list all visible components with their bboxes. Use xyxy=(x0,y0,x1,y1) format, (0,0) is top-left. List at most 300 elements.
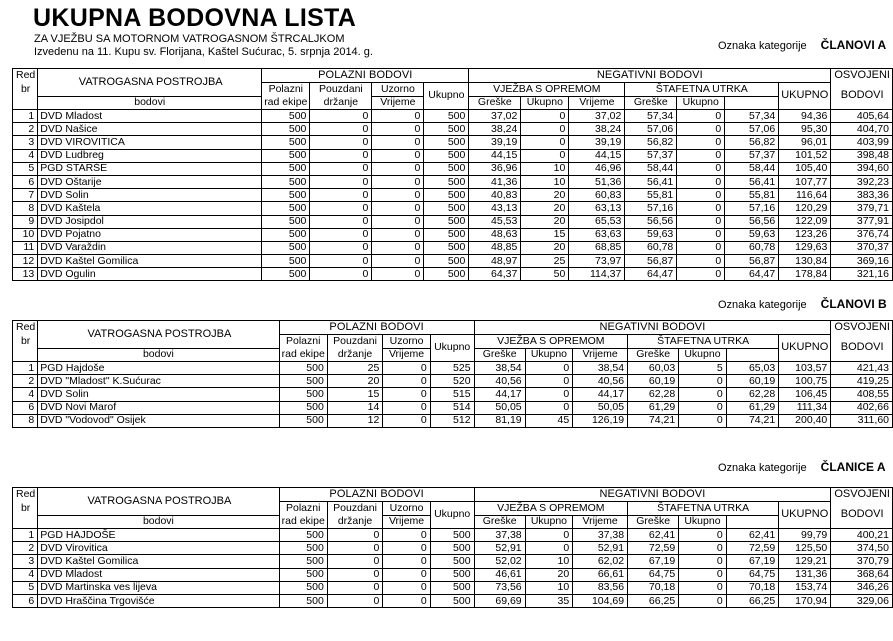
cell-pouzdani-rad: 0 xyxy=(327,594,383,607)
cell-vjezba-vrijeme: 41,36 xyxy=(469,175,521,188)
cell-vjezba-greske: 10 xyxy=(521,175,569,188)
header-polazni-ukupno: Ukupno xyxy=(424,83,469,110)
header-stafeta-greske: Greške xyxy=(628,349,679,362)
header-bodovi: BODOVI xyxy=(831,83,893,110)
cell-row-number: 5 xyxy=(13,162,38,175)
table-row xyxy=(13,388,893,401)
cell-row-number: 13 xyxy=(13,268,38,281)
cell-polazni-ukupno: 500 xyxy=(424,268,469,281)
cell-vjezba-ukupno: 60,83 xyxy=(569,189,625,202)
cell-stafeta-ukupno: 67,19 xyxy=(726,555,779,568)
cell-row-number: 3 xyxy=(13,136,38,149)
cell-polazni-bodovi: 500 xyxy=(262,255,310,268)
category-value: ČLANOVI A xyxy=(820,38,887,52)
cell-polazni-ukupno: 500 xyxy=(424,228,469,241)
cell-uzorno-drzanje: 0 xyxy=(372,255,424,268)
cell-vjezba-vrijeme: 36,96 xyxy=(469,162,521,175)
cell-polazni-bodovi: 500 xyxy=(262,189,310,202)
results-table-3 xyxy=(12,487,893,608)
results-table-1 xyxy=(12,68,893,281)
cell-row-number: 4 xyxy=(13,149,38,162)
cell-osvojeni-bodovi: 321,16 xyxy=(831,268,893,281)
header-vjezba-vrijeme: Vrijeme xyxy=(372,97,424,110)
cell-row-number: 1 xyxy=(13,362,38,375)
cell-negativni-ukupno: 103,57 xyxy=(779,362,831,375)
page-title: UKUPNA BODOVNA LISTA xyxy=(33,4,357,32)
cell-stafeta-vrijeme: 57,06 xyxy=(625,123,677,136)
cell-vjezba-greske: 0 xyxy=(521,123,569,136)
cell-negativni-ukupno: 96,01 xyxy=(779,136,831,149)
header-polazni-bodovi-2: bodovi xyxy=(38,349,279,362)
cell-stafeta-vrijeme: 59,63 xyxy=(625,228,677,241)
cell-uzorno-drzanje: 0 xyxy=(383,414,430,427)
cell-stafeta-greske: 0 xyxy=(677,149,725,162)
cell-uzorno-drzanje: 0 xyxy=(372,136,424,149)
cell-row-number: 12 xyxy=(13,255,38,268)
cell-polazni-bodovi: 500 xyxy=(262,228,310,241)
header-polazni-ukupno: Ukupno xyxy=(430,502,474,529)
cell-unit-name: DVD Kaštela xyxy=(38,202,262,215)
cell-negativni-ukupno: 107,77 xyxy=(779,175,831,188)
page-subtitle-event: Izvedenu na 11. Kupu sv. Florijana, Kaštel Sućurac, 5. srpnja 2014. g. xyxy=(34,46,373,58)
cell-vjezba-ukupno: 52,91 xyxy=(573,542,628,555)
cell-stafeta-greske: 0 xyxy=(679,594,727,607)
cell-osvojeni-bodovi: 311,60 xyxy=(831,414,893,427)
cell-stafeta-ukupno: 55,81 xyxy=(725,189,779,202)
cell-uzorno-drzanje: 0 xyxy=(383,362,430,375)
cell-polazni-ukupno: 525 xyxy=(430,362,474,375)
cell-row-number: 10 xyxy=(13,228,38,241)
cell-polazni-ukupno: 500 xyxy=(424,189,469,202)
cell-osvojeni-bodovi: 419,25 xyxy=(831,375,893,388)
header-unit: VATROGASNA POSTROJBA xyxy=(38,488,279,516)
cell-row-number: 3 xyxy=(13,555,38,568)
header-stafeta-greske: Greške xyxy=(625,97,677,110)
cell-negativni-ukupno: 130,84 xyxy=(779,255,831,268)
cell-osvojeni-bodovi: 408,55 xyxy=(831,388,893,401)
header-group-polazni: POLAZNI BODOVI xyxy=(279,321,474,335)
cell-stafeta-greske: 0 xyxy=(677,123,725,136)
cell-pouzdani-rad: 14 xyxy=(327,401,383,414)
cell-uzorno-drzanje: 0 xyxy=(383,581,430,594)
cell-uzorno-drzanje: 0 xyxy=(383,555,430,568)
cell-unit-name: DVD Našice xyxy=(38,123,262,136)
cell-uzorno-drzanje: 0 xyxy=(372,215,424,228)
cell-vjezba-vrijeme: 45,53 xyxy=(469,215,521,228)
cell-row-number: 2 xyxy=(13,542,38,555)
header-red-spacer xyxy=(13,516,38,529)
cell-polazni-bodovi: 500 xyxy=(279,388,327,401)
cell-stafeta-vrijeme: 67,19 xyxy=(628,555,679,568)
header-uzorno-drzanje: Uzorno xyxy=(372,83,424,97)
cell-vjezba-greske: 0 xyxy=(521,136,569,149)
cell-stafeta-greske: 0 xyxy=(679,581,727,594)
header-red: Red xyxy=(13,488,38,502)
cell-row-number: 4 xyxy=(13,388,38,401)
cell-vjezba-vrijeme: 38,24 xyxy=(469,123,521,136)
header-group-negativni: NEGATIVNI BODOVI xyxy=(474,321,831,335)
cell-negativni-ukupno: 131,36 xyxy=(779,568,831,581)
cell-osvojeni-bodovi: 400,21 xyxy=(831,529,893,542)
cell-pouzdani-rad: 0 xyxy=(310,162,372,175)
cell-stafeta-ukupno: 74,21 xyxy=(726,414,779,427)
table-row xyxy=(13,414,893,427)
cell-stafeta-ukupno: 58,44 xyxy=(725,162,779,175)
cell-stafeta-vrijeme: 62,41 xyxy=(628,529,679,542)
cell-row-number: 4 xyxy=(13,568,38,581)
cell-polazni-ukupno: 520 xyxy=(430,375,474,388)
cell-pouzdani-rad: 0 xyxy=(327,529,383,542)
cell-uzorno-drzanje: 0 xyxy=(383,594,430,607)
cell-unit-name: PGD Hajdoše xyxy=(38,362,279,375)
header-stafetna-utrka: ŠTAFETNA UTRKA xyxy=(628,502,779,516)
header-negativni-ukupno: UKUPNO xyxy=(779,83,831,110)
cell-vjezba-greske: 0 xyxy=(525,542,573,555)
header-pouzdani-rad: Pouzdani xyxy=(327,335,383,349)
header-red: Red xyxy=(13,69,38,83)
table-row xyxy=(13,228,893,241)
cell-vjezba-greske: 0 xyxy=(525,362,573,375)
header-group-negativni: NEGATIVNI BODOVI xyxy=(469,69,831,83)
cell-vjezba-greske: 25 xyxy=(521,255,569,268)
cell-stafeta-greske: 0 xyxy=(679,555,727,568)
cell-stafeta-greske: 0 xyxy=(677,241,725,254)
cell-polazni-bodovi: 500 xyxy=(279,401,327,414)
cell-vjezba-greske: 20 xyxy=(521,189,569,202)
page-subtitle-discipline: ZA VJEŽBU SA MOTORNOM VATROGASNOM ŠTRCALJKOM xyxy=(34,33,345,45)
cell-unit-name: DVD Hraščina Trgovišće xyxy=(38,594,279,607)
cell-polazni-ukupno: 500 xyxy=(424,215,469,228)
cell-osvojeni-bodovi: 377,91 xyxy=(831,215,893,228)
header-unit: VATROGASNA POSTROJBA xyxy=(38,321,279,349)
cell-stafeta-ukupno: 57,06 xyxy=(725,123,779,136)
table-row xyxy=(13,149,893,162)
cell-vjezba-greske: 45 xyxy=(525,414,573,427)
cell-polazni-ukupno: 500 xyxy=(430,555,474,568)
cell-vjezba-ukupno: 65,53 xyxy=(569,215,625,228)
cell-osvojeni-bodovi: 383,36 xyxy=(831,189,893,202)
cell-negativni-ukupno: 101,52 xyxy=(779,149,831,162)
cell-stafeta-greske: 0 xyxy=(677,162,725,175)
cell-polazni-ukupno: 500 xyxy=(430,542,474,555)
cell-stafeta-greske: 0 xyxy=(677,189,725,202)
header-stafetna-utrka: ŠTAFETNA UTRKA xyxy=(628,335,779,349)
table-row xyxy=(13,529,893,542)
cell-stafeta-ukupno: 64,75 xyxy=(726,568,779,581)
cell-polazni-ukupno: 500 xyxy=(430,568,474,581)
cell-stafeta-ukupno: 56,41 xyxy=(725,175,779,188)
cell-stafeta-greske: 0 xyxy=(677,255,725,268)
cell-vjezba-ukupno: 63,13 xyxy=(569,202,625,215)
cell-vjezba-ukupno: 37,38 xyxy=(573,529,628,542)
cell-stafeta-greske: 0 xyxy=(679,388,727,401)
header-vjezba-greske: Greške xyxy=(474,349,525,362)
cell-stafeta-vrijeme: 60,03 xyxy=(628,362,679,375)
header-pouzdani-rad-2: rad ekipe xyxy=(279,516,327,529)
cell-stafeta-greske: 0 xyxy=(679,401,727,414)
header-vjezba-s-opremom: VJEŽBA S OPREMOM xyxy=(474,502,628,516)
cell-uzorno-drzanje: 0 xyxy=(383,542,430,555)
cell-stafeta-ukupno: 61,29 xyxy=(726,401,779,414)
cell-uzorno-drzanje: 0 xyxy=(372,268,424,281)
table-row xyxy=(13,110,893,123)
cell-unit-name: DVD Oštarije xyxy=(38,175,262,188)
cell-pouzdani-rad: 20 xyxy=(327,375,383,388)
cell-vjezba-greske: 10 xyxy=(525,581,573,594)
header-pouzdani-rad: Pouzdani xyxy=(327,502,383,516)
cell-polazni-ukupno: 500 xyxy=(430,529,474,542)
header-group-polazni: POLAZNI BODOVI xyxy=(262,69,469,83)
cell-uzorno-drzanje: 0 xyxy=(372,162,424,175)
cell-polazni-ukupno: 515 xyxy=(430,388,474,401)
cell-vjezba-vrijeme: 37,38 xyxy=(474,529,525,542)
cell-vjezba-ukupno: 38,54 xyxy=(573,362,628,375)
cell-vjezba-ukupno: 66,61 xyxy=(573,568,628,581)
header-uzorno-drzanje: Uzorno xyxy=(383,335,430,349)
cell-pouzdani-rad: 0 xyxy=(310,189,372,202)
header-stafetna-utrka: ŠTAFETNA UTRKA xyxy=(625,83,779,97)
cell-uzorno-drzanje: 0 xyxy=(383,401,430,414)
cell-vjezba-greske: 50 xyxy=(521,268,569,281)
cell-polazni-bodovi: 500 xyxy=(279,375,327,388)
cell-vjezba-greske: 15 xyxy=(521,228,569,241)
cell-unit-name: DVD Ogulin xyxy=(38,268,262,281)
header-stafeta-vrijeme: Vrijeme xyxy=(569,97,625,110)
header-br: br xyxy=(13,335,38,349)
cell-vjezba-vrijeme: 48,97 xyxy=(469,255,521,268)
cell-polazni-ukupno: 500 xyxy=(424,202,469,215)
cell-stafeta-ukupno: 60,19 xyxy=(726,375,779,388)
cell-negativni-ukupno: 95,30 xyxy=(779,123,831,136)
cell-stafeta-ukupno: 57,34 xyxy=(725,110,779,123)
table-row xyxy=(13,542,893,555)
cell-uzorno-drzanje: 0 xyxy=(383,388,430,401)
table-row xyxy=(13,255,893,268)
header-polazni-bodovi-2: bodovi xyxy=(38,516,279,529)
cell-polazni-ukupno: 500 xyxy=(424,136,469,149)
header-negativni-ukupno: UKUPNO xyxy=(779,502,831,529)
cell-vjezba-vrijeme: 48,85 xyxy=(469,241,521,254)
cell-stafeta-greske: 0 xyxy=(677,215,725,228)
category-label: Oznaka kategorije xyxy=(718,462,807,474)
cell-pouzdani-rad: 0 xyxy=(327,581,383,594)
header-vjezba-vrijeme: Vrijeme xyxy=(383,516,430,529)
header-stafeta-vrijeme: Vrijeme xyxy=(573,516,628,529)
cell-negativni-ukupno: 170,94 xyxy=(779,594,831,607)
cell-unit-name: PGD STARŠE xyxy=(38,162,262,175)
cell-pouzdani-rad: 0 xyxy=(310,110,372,123)
cell-pouzdani-rad: 0 xyxy=(310,202,372,215)
cell-vjezba-vrijeme: 81,19 xyxy=(474,414,525,427)
cell-vjezba-vrijeme: 38,54 xyxy=(474,362,525,375)
cell-osvojeni-bodovi: 370,79 xyxy=(831,555,893,568)
cell-uzorno-drzanje: 0 xyxy=(383,529,430,542)
cell-polazni-bodovi: 500 xyxy=(279,555,327,568)
cell-uzorno-drzanje: 0 xyxy=(372,202,424,215)
cell-vjezba-vrijeme: 43,13 xyxy=(469,202,521,215)
table-row xyxy=(13,202,893,215)
cell-vjezba-greske: 10 xyxy=(525,555,573,568)
cell-polazni-ukupno: 512 xyxy=(430,414,474,427)
category-tag-1 xyxy=(718,38,886,52)
header-stafeta-ukupno: Ukupno xyxy=(679,516,727,529)
cell-stafeta-vrijeme: 60,19 xyxy=(628,375,679,388)
cell-osvojeni-bodovi: 403,99 xyxy=(831,136,893,149)
cell-polazni-bodovi: 500 xyxy=(262,215,310,228)
table-row xyxy=(13,215,893,228)
cell-polazni-ukupno: 500 xyxy=(424,123,469,136)
cell-pouzdani-rad: 12 xyxy=(327,414,383,427)
cell-negativni-ukupno: 105,40 xyxy=(779,162,831,175)
header-stafeta-ukupno: Ukupno xyxy=(679,349,727,362)
cell-unit-name: DVD Ludbreg xyxy=(38,149,262,162)
cell-osvojeni-bodovi: 369,16 xyxy=(831,255,893,268)
cell-stafeta-vrijeme: 70,18 xyxy=(628,581,679,594)
cell-polazni-ukupno: 500 xyxy=(424,110,469,123)
table-row xyxy=(13,568,893,581)
cell-pouzdani-rad: 0 xyxy=(310,215,372,228)
cell-polazni-ukupno: 500 xyxy=(430,594,474,607)
cell-polazni-bodovi: 500 xyxy=(279,362,327,375)
cell-row-number: 6 xyxy=(13,175,38,188)
cell-row-number: 2 xyxy=(13,123,38,136)
cell-stafeta-ukupno: 57,16 xyxy=(725,202,779,215)
cell-osvojeni-bodovi: 346,26 xyxy=(831,581,893,594)
header-vjezba-ukupno: Ukupno xyxy=(525,349,573,362)
cell-vjezba-greske: 20 xyxy=(521,241,569,254)
cell-negativni-ukupno: 125,50 xyxy=(779,542,831,555)
cell-unit-name: DVD Solin xyxy=(38,189,262,202)
cell-osvojeni-bodovi: 392,23 xyxy=(831,175,893,188)
header-vjezba-s-opremom: VJEŽBA S OPREMOM xyxy=(474,335,628,349)
cell-unit-name: DVD Solin xyxy=(38,388,279,401)
cell-vjezba-greske: 20 xyxy=(521,202,569,215)
cell-negativni-ukupno: 123,26 xyxy=(779,228,831,241)
cell-negativni-ukupno: 153,74 xyxy=(779,581,831,594)
header-pouzdani-rad-2: rad ekipe xyxy=(262,97,310,110)
header-stafeta-ukupno: Ukupno xyxy=(677,97,725,110)
cell-stafeta-vrijeme: 64,47 xyxy=(625,268,677,281)
cell-stafeta-ukupno: 59,63 xyxy=(725,228,779,241)
cell-stafeta-vrijeme: 56,56 xyxy=(625,215,677,228)
header-uzorno-drzanje-2: držanje xyxy=(327,516,383,529)
cell-stafeta-greske: 0 xyxy=(679,542,727,555)
cell-unit-name: DVD Pojatno xyxy=(38,228,262,241)
table-row xyxy=(13,555,893,568)
cell-pouzdani-rad: 0 xyxy=(310,255,372,268)
header-unit: VATROGASNA POSTROJBA xyxy=(38,69,262,97)
header-group-polazni: POLAZNI BODOVI xyxy=(279,488,474,502)
header-negativni-ukupno: UKUPNO xyxy=(779,335,831,362)
cell-stafeta-ukupno: 56,87 xyxy=(725,255,779,268)
cell-stafeta-greske: 0 xyxy=(677,110,725,123)
cell-pouzdani-rad: 0 xyxy=(310,228,372,241)
cell-negativni-ukupno: 178,84 xyxy=(779,268,831,281)
cell-polazni-bodovi: 500 xyxy=(262,268,310,281)
header-br: br xyxy=(13,83,38,97)
cell-polazni-ukupno: 500 xyxy=(424,175,469,188)
cell-vjezba-ukupno: 44,17 xyxy=(573,388,628,401)
cell-pouzdani-rad: 0 xyxy=(310,136,372,149)
header-vjezba-greske: Greške xyxy=(469,97,521,110)
cell-polazni-bodovi: 500 xyxy=(279,568,327,581)
cell-negativni-ukupno: 129,63 xyxy=(779,241,831,254)
cell-unit-name: DVD Virovitica xyxy=(38,542,279,555)
cell-polazni-bodovi: 500 xyxy=(262,110,310,123)
header-polazni-bodovi-2: bodovi xyxy=(38,97,262,110)
cell-negativni-ukupno: 100,75 xyxy=(779,375,831,388)
cell-stafeta-ukupno: 57,37 xyxy=(725,149,779,162)
cell-uzorno-drzanje: 0 xyxy=(383,568,430,581)
cell-vjezba-ukupno: 62,02 xyxy=(573,555,628,568)
cell-unit-name: DVD "Vodovod" Osijek xyxy=(38,414,279,427)
cell-polazni-ukupno: 500 xyxy=(424,162,469,175)
cell-osvojeni-bodovi: 405,64 xyxy=(831,110,893,123)
cell-stafeta-vrijeme: 72,59 xyxy=(628,542,679,555)
cell-pouzdani-rad: 15 xyxy=(327,388,383,401)
cell-stafeta-vrijeme: 55,81 xyxy=(625,189,677,202)
table-row xyxy=(13,401,893,414)
header-bodovi: BODOVI xyxy=(831,335,893,362)
header-vjezba-ukupno: Ukupno xyxy=(521,97,569,110)
table-row xyxy=(13,375,893,388)
cell-uzorno-drzanje: 0 xyxy=(372,175,424,188)
cell-row-number: 6 xyxy=(13,594,38,607)
cell-uzorno-drzanje: 0 xyxy=(383,375,430,388)
cell-polazni-ukupno: 500 xyxy=(424,255,469,268)
cell-stafeta-vrijeme: 60,78 xyxy=(625,241,677,254)
cell-unit-name: DVD Varaždin xyxy=(38,241,262,254)
header-stafeta-vrijeme: Vrijeme xyxy=(573,349,628,362)
cell-polazni-bodovi: 500 xyxy=(279,581,327,594)
cell-polazni-bodovi: 500 xyxy=(262,149,310,162)
cell-osvojeni-bodovi: 421,43 xyxy=(831,362,893,375)
table-row xyxy=(13,362,893,375)
cell-osvojeni-bodovi: 402,66 xyxy=(831,401,893,414)
cell-negativni-ukupno: 111,34 xyxy=(779,401,831,414)
table-row xyxy=(13,162,893,175)
cell-stafeta-greske: 0 xyxy=(679,568,727,581)
cell-vjezba-vrijeme: 73,56 xyxy=(474,581,525,594)
cell-polazni-ukupno: 500 xyxy=(424,241,469,254)
cell-pouzdani-rad: 0 xyxy=(310,149,372,162)
cell-stafeta-vrijeme: 57,34 xyxy=(625,110,677,123)
cell-negativni-ukupno: 122,09 xyxy=(779,215,831,228)
cell-negativni-ukupno: 94,36 xyxy=(779,110,831,123)
cell-vjezba-ukupno: 114,37 xyxy=(569,268,625,281)
cell-row-number: 9 xyxy=(13,215,38,228)
cell-vjezba-vrijeme: 40,83 xyxy=(469,189,521,202)
cell-vjezba-ukupno: 50,05 xyxy=(573,401,628,414)
cell-stafeta-vrijeme: 62,28 xyxy=(628,388,679,401)
header-vjezba-vrijeme: Vrijeme xyxy=(383,349,430,362)
cell-polazni-bodovi: 500 xyxy=(279,542,327,555)
cell-pouzdani-rad: 0 xyxy=(327,555,383,568)
header-red-spacer xyxy=(13,349,38,362)
cell-stafeta-vrijeme: 66,25 xyxy=(628,594,679,607)
header-bodovi: BODOVI xyxy=(831,502,893,529)
cell-vjezba-ukupno: 46,96 xyxy=(569,162,625,175)
cell-pouzdani-rad: 0 xyxy=(310,175,372,188)
cell-vjezba-vrijeme: 52,02 xyxy=(474,555,525,568)
cell-vjezba-greske: 0 xyxy=(521,149,569,162)
cell-pouzdani-rad: 0 xyxy=(310,268,372,281)
cell-negativni-ukupno: 106,45 xyxy=(779,388,831,401)
cell-osvojeni-bodovi: 398,48 xyxy=(831,149,893,162)
category-value: ČLANOVI B xyxy=(820,297,887,311)
cell-polazni-bodovi: 500 xyxy=(279,414,327,427)
cell-vjezba-greske: 0 xyxy=(525,401,573,414)
